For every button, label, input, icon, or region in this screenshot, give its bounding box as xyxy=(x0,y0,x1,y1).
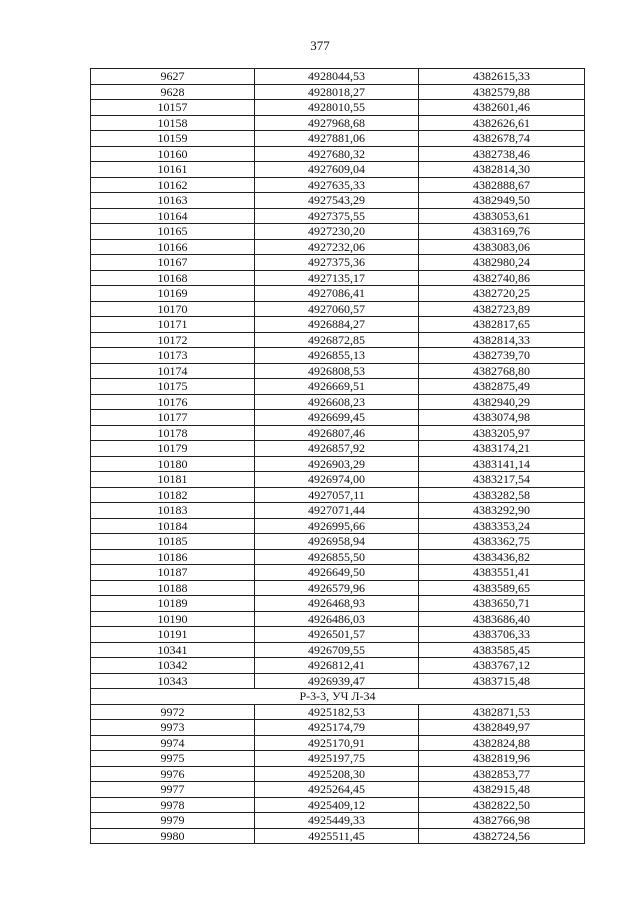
table-body-upper xyxy=(91,69,585,689)
y-coordinate-cell: 4382615,33 xyxy=(419,69,585,85)
y-coordinate-cell: 4383074,98 xyxy=(419,410,585,426)
table-row xyxy=(91,84,585,100)
y-coordinate-cell: 4383141,14 xyxy=(419,456,585,472)
y-coordinate-cell: 4382853,77 xyxy=(419,766,585,782)
table-row xyxy=(91,735,585,751)
point-number-cell: 10184 xyxy=(91,518,255,534)
table-row xyxy=(91,379,585,395)
point-number-cell: 9627 xyxy=(91,69,255,85)
table-body-lower xyxy=(91,704,585,844)
x-coordinate-cell: 4927071,44 xyxy=(255,503,419,519)
y-coordinate-cell: 4382626,61 xyxy=(419,115,585,131)
y-coordinate-cell: 4382724,56 xyxy=(419,828,585,844)
x-coordinate-cell: 4925182,53 xyxy=(255,704,419,720)
y-coordinate-cell: 4382814,33 xyxy=(419,332,585,348)
point-number-cell: 10341 xyxy=(91,642,255,658)
point-number-cell: 10176 xyxy=(91,394,255,410)
x-coordinate-cell: 4925170,91 xyxy=(255,735,419,751)
section-title: Р-3-3, УЧ Л-34 xyxy=(91,689,585,705)
x-coordinate-cell: 4926958,94 xyxy=(255,534,419,550)
x-coordinate-cell: 4927375,36 xyxy=(255,255,419,271)
x-coordinate-cell: 4927609,04 xyxy=(255,162,419,178)
point-number-cell: 10183 xyxy=(91,503,255,519)
y-coordinate-cell: 4383362,75 xyxy=(419,534,585,550)
x-coordinate-cell: 4928044,53 xyxy=(255,69,419,85)
table-row xyxy=(91,627,585,643)
point-number-cell: 9975 xyxy=(91,751,255,767)
table-row xyxy=(91,131,585,147)
x-coordinate-cell: 4925409,12 xyxy=(255,797,419,813)
y-coordinate-cell: 4383585,45 xyxy=(419,642,585,658)
x-coordinate-cell: 4927086,41 xyxy=(255,286,419,302)
y-coordinate-cell: 4383767,12 xyxy=(419,658,585,674)
point-number-cell: 10174 xyxy=(91,363,255,379)
y-coordinate-cell: 4382819,96 xyxy=(419,751,585,767)
y-coordinate-cell: 4382915,48 xyxy=(419,782,585,798)
table-row xyxy=(91,146,585,162)
point-number-cell: 9973 xyxy=(91,720,255,736)
table-row xyxy=(91,348,585,364)
table-row xyxy=(91,828,585,844)
point-number-cell: 10191 xyxy=(91,627,255,643)
point-number-cell: 9979 xyxy=(91,813,255,829)
x-coordinate-cell: 4925511,45 xyxy=(255,828,419,844)
y-coordinate-cell: 4382875,49 xyxy=(419,379,585,395)
table-row xyxy=(91,162,585,178)
x-coordinate-cell: 4926709,55 xyxy=(255,642,419,658)
table-row xyxy=(91,193,585,209)
y-coordinate-cell: 4382871,53 xyxy=(419,704,585,720)
x-coordinate-cell: 4926808,53 xyxy=(255,363,419,379)
x-coordinate-cell: 4926699,45 xyxy=(255,410,419,426)
table-row xyxy=(91,208,585,224)
x-coordinate-cell: 4927135,17 xyxy=(255,270,419,286)
point-number-cell: 9976 xyxy=(91,766,255,782)
point-number-cell: 10187 xyxy=(91,565,255,581)
table-row xyxy=(91,472,585,488)
x-coordinate-cell: 4926579,96 xyxy=(255,580,419,596)
point-number-cell: 9980 xyxy=(91,828,255,844)
table-row xyxy=(91,580,585,596)
section-header-group xyxy=(91,689,585,705)
table-row xyxy=(91,441,585,457)
y-coordinate-cell: 4382723,89 xyxy=(419,301,585,317)
y-coordinate-cell: 4383217,54 xyxy=(419,472,585,488)
y-coordinate-cell: 4383205,97 xyxy=(419,425,585,441)
point-number-cell: 10169 xyxy=(91,286,255,302)
x-coordinate-cell: 4927635,33 xyxy=(255,177,419,193)
y-coordinate-cell: 4383551,41 xyxy=(419,565,585,581)
x-coordinate-cell: 4927680,32 xyxy=(255,146,419,162)
point-number-cell: 10160 xyxy=(91,146,255,162)
y-coordinate-cell: 4382766,98 xyxy=(419,813,585,829)
x-coordinate-cell: 4928018,27 xyxy=(255,84,419,100)
table-row xyxy=(91,503,585,519)
table-row xyxy=(91,177,585,193)
y-coordinate-cell: 4382888,67 xyxy=(419,177,585,193)
y-coordinate-cell: 4382738,46 xyxy=(419,146,585,162)
y-coordinate-cell: 4382849,97 xyxy=(419,720,585,736)
point-number-cell: 10177 xyxy=(91,410,255,426)
table-row xyxy=(91,456,585,472)
x-coordinate-cell: 4925264,45 xyxy=(255,782,419,798)
point-number-cell: 10157 xyxy=(91,100,255,116)
table-row xyxy=(91,224,585,240)
table-row xyxy=(91,534,585,550)
y-coordinate-cell: 4382739,70 xyxy=(419,348,585,364)
x-coordinate-cell: 4927881,06 xyxy=(255,131,419,147)
point-number-cell: 10172 xyxy=(91,332,255,348)
y-coordinate-cell: 4383282,58 xyxy=(419,487,585,503)
point-number-cell: 10188 xyxy=(91,580,255,596)
table-row xyxy=(91,658,585,674)
table-row xyxy=(91,549,585,565)
y-coordinate-cell: 4382579,88 xyxy=(419,84,585,100)
table-row xyxy=(91,239,585,255)
y-coordinate-cell: 4382822,50 xyxy=(419,797,585,813)
y-coordinate-cell: 4383353,24 xyxy=(419,518,585,534)
table-row xyxy=(91,69,585,85)
y-coordinate-cell: 4382720,25 xyxy=(419,286,585,302)
table-row xyxy=(91,782,585,798)
point-number-cell: 10171 xyxy=(91,317,255,333)
point-number-cell: 10190 xyxy=(91,611,255,627)
y-coordinate-cell: 4383174,21 xyxy=(419,441,585,457)
section-header-row xyxy=(91,689,585,705)
point-number-cell: 10173 xyxy=(91,348,255,364)
x-coordinate-cell: 4926649,50 xyxy=(255,565,419,581)
y-coordinate-cell: 4383053,61 xyxy=(419,208,585,224)
y-coordinate-cell: 4382824,88 xyxy=(419,735,585,751)
table-row xyxy=(91,394,585,410)
y-coordinate-cell: 4382814,30 xyxy=(419,162,585,178)
point-number-cell: 10161 xyxy=(91,162,255,178)
x-coordinate-cell: 4926468,93 xyxy=(255,596,419,612)
point-number-cell: 10179 xyxy=(91,441,255,457)
point-number-cell: 10189 xyxy=(91,596,255,612)
point-number-cell: 10185 xyxy=(91,534,255,550)
x-coordinate-cell: 4928010,55 xyxy=(255,100,419,116)
x-coordinate-cell: 4925449,33 xyxy=(255,813,419,829)
point-number-cell: 10343 xyxy=(91,673,255,689)
x-coordinate-cell: 4926884,27 xyxy=(255,317,419,333)
point-number-cell: 10159 xyxy=(91,131,255,147)
y-coordinate-cell: 4382817,65 xyxy=(419,317,585,333)
y-coordinate-cell: 4383083,06 xyxy=(419,239,585,255)
coordinates-table xyxy=(90,68,585,844)
point-number-cell: 9978 xyxy=(91,797,255,813)
y-coordinate-cell: 4382678,74 xyxy=(419,131,585,147)
point-number-cell: 10181 xyxy=(91,472,255,488)
table-row xyxy=(91,596,585,612)
x-coordinate-cell: 4926855,13 xyxy=(255,348,419,364)
x-coordinate-cell: 4927232,06 xyxy=(255,239,419,255)
x-coordinate-cell: 4926995,66 xyxy=(255,518,419,534)
y-coordinate-cell: 4382940,29 xyxy=(419,394,585,410)
table-row xyxy=(91,255,585,271)
x-coordinate-cell: 4927968,68 xyxy=(255,115,419,131)
y-coordinate-cell: 4382601,46 xyxy=(419,100,585,116)
y-coordinate-cell: 4382949,50 xyxy=(419,193,585,209)
x-coordinate-cell: 4925197,75 xyxy=(255,751,419,767)
table-row xyxy=(91,704,585,720)
x-coordinate-cell: 4926812,41 xyxy=(255,658,419,674)
x-coordinate-cell: 4926939,47 xyxy=(255,673,419,689)
table-row xyxy=(91,673,585,689)
table-row xyxy=(91,720,585,736)
table-row xyxy=(91,301,585,317)
x-coordinate-cell: 4927057,11 xyxy=(255,487,419,503)
y-coordinate-cell: 4383715,48 xyxy=(419,673,585,689)
table-row xyxy=(91,611,585,627)
table-row xyxy=(91,115,585,131)
table-row xyxy=(91,751,585,767)
x-coordinate-cell: 4926807,46 xyxy=(255,425,419,441)
table-row xyxy=(91,363,585,379)
point-number-cell: 10175 xyxy=(91,379,255,395)
x-coordinate-cell: 4927060,57 xyxy=(255,301,419,317)
table-row xyxy=(91,797,585,813)
table-row xyxy=(91,642,585,658)
table-row xyxy=(91,813,585,829)
page-number: 377 xyxy=(310,38,330,53)
x-coordinate-cell: 4926872,85 xyxy=(255,332,419,348)
point-number-cell: 9972 xyxy=(91,704,255,720)
table-row xyxy=(91,425,585,441)
y-coordinate-cell: 4382768,80 xyxy=(419,363,585,379)
table-row xyxy=(91,565,585,581)
table-row xyxy=(91,270,585,286)
x-coordinate-cell: 4925174,79 xyxy=(255,720,419,736)
point-number-cell: 10165 xyxy=(91,224,255,240)
table-row xyxy=(91,317,585,333)
point-number-cell: 10164 xyxy=(91,208,255,224)
point-number-cell: 10180 xyxy=(91,456,255,472)
point-number-cell: 10167 xyxy=(91,255,255,271)
y-coordinate-cell: 4382740,86 xyxy=(419,270,585,286)
x-coordinate-cell: 4926669,51 xyxy=(255,379,419,395)
point-number-cell: 9977 xyxy=(91,782,255,798)
point-number-cell: 10170 xyxy=(91,301,255,317)
x-coordinate-cell: 4926501,57 xyxy=(255,627,419,643)
x-coordinate-cell: 4927543,29 xyxy=(255,193,419,209)
point-number-cell: 10182 xyxy=(91,487,255,503)
x-coordinate-cell: 4926974,00 xyxy=(255,472,419,488)
point-number-cell: 10342 xyxy=(91,658,255,674)
point-number-cell: 10186 xyxy=(91,549,255,565)
x-coordinate-cell: 4926855,50 xyxy=(255,549,419,565)
y-coordinate-cell: 4382980,24 xyxy=(419,255,585,271)
table-row xyxy=(91,332,585,348)
y-coordinate-cell: 4383292,90 xyxy=(419,503,585,519)
x-coordinate-cell: 4926608,23 xyxy=(255,394,419,410)
y-coordinate-cell: 4383436,82 xyxy=(419,549,585,565)
point-number-cell: 10158 xyxy=(91,115,255,131)
point-number-cell: 10163 xyxy=(91,193,255,209)
table-row xyxy=(91,100,585,116)
table-row xyxy=(91,410,585,426)
point-number-cell: 10166 xyxy=(91,239,255,255)
table-row xyxy=(91,487,585,503)
y-coordinate-cell: 4383589,65 xyxy=(419,580,585,596)
y-coordinate-cell: 4383706,33 xyxy=(419,627,585,643)
point-number-cell: 10162 xyxy=(91,177,255,193)
point-number-cell: 10178 xyxy=(91,425,255,441)
x-coordinate-cell: 4926486,03 xyxy=(255,611,419,627)
x-coordinate-cell: 4927375,55 xyxy=(255,208,419,224)
x-coordinate-cell: 4926857,92 xyxy=(255,441,419,457)
table-row xyxy=(91,286,585,302)
point-number-cell: 9974 xyxy=(91,735,255,751)
x-coordinate-cell: 4926903,29 xyxy=(255,456,419,472)
table-row xyxy=(91,766,585,782)
x-coordinate-cell: 4927230,20 xyxy=(255,224,419,240)
point-number-cell: 10168 xyxy=(91,270,255,286)
point-number-cell: 9628 xyxy=(91,84,255,100)
table-row xyxy=(91,518,585,534)
y-coordinate-cell: 4383650,71 xyxy=(419,596,585,612)
y-coordinate-cell: 4383169,76 xyxy=(419,224,585,240)
x-coordinate-cell: 4925208,30 xyxy=(255,766,419,782)
y-coordinate-cell: 4383686,40 xyxy=(419,611,585,627)
